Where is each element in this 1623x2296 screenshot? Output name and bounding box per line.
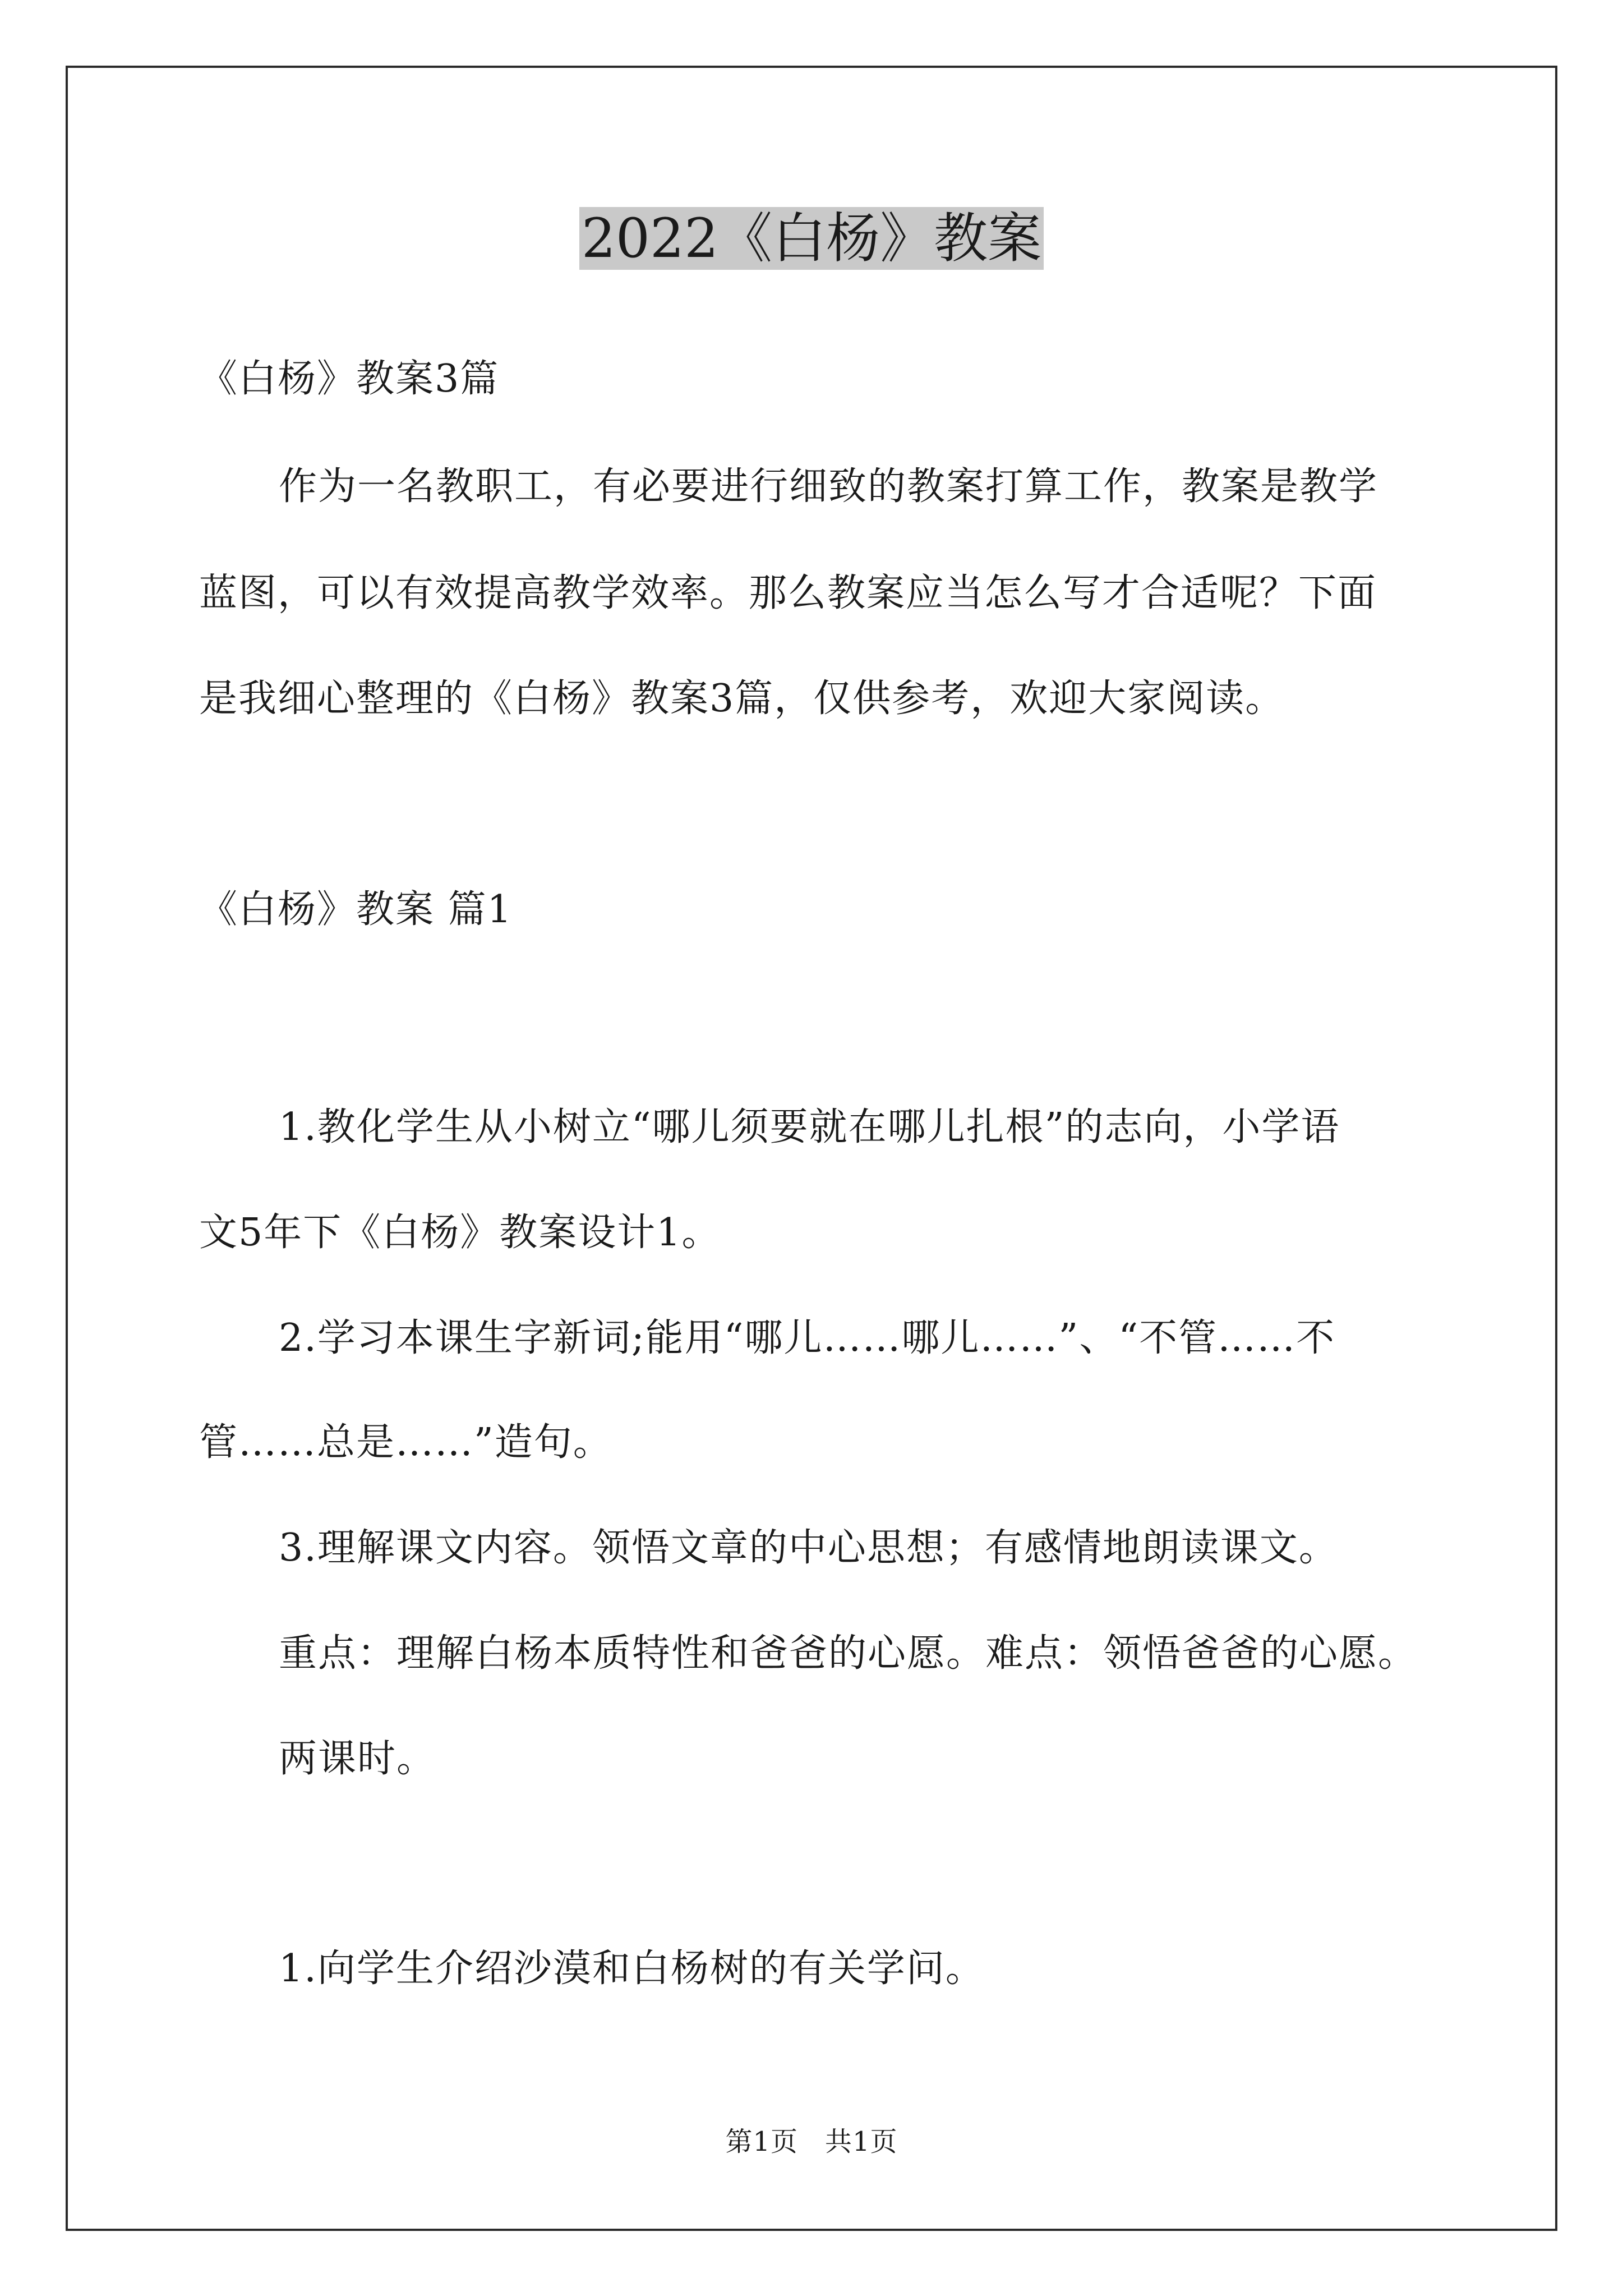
body-line-8: 1.向学生介绍沙漠和白杨树的有关学问。 <box>279 1947 985 1991</box>
intro-line-3: 是我细心整理的《白杨》教案3篇，仅供参考，欢迎大家阅读。 <box>199 677 1285 721</box>
section-heading: 《白杨》教案 篇1 <box>199 887 513 932</box>
page-total: 共1页 <box>825 2126 898 2157</box>
document-title <box>0 202 1623 275</box>
page-footer <box>0 2125 1623 2159</box>
body-line-3: 2.学习本课生字新词;能用“哪儿……哪儿……”、“不管……不 <box>279 1316 1336 1360</box>
body-line-2: 文5年下《白杨》教案设计1。 <box>199 1211 721 1255</box>
intro-line-2: 蓝图，可以有效提高教学效率。那么教案应当怎么写才合适呢？下面 <box>199 571 1377 615</box>
intro-line-1: 作为一名教职工，有必要进行细致的教案打算工作，教案是教学 <box>279 464 1378 509</box>
body-line-6: 重点：理解白杨本质特性和爸爸的心愿。难点：领悟爸爸的心愿。 <box>279 1631 1418 1676</box>
document-title-text: 2022《白杨》教案 <box>579 207 1044 270</box>
body-line-1: 1.教化学生从小树立“哪儿须要就在哪儿扎根”的志向，小学语 <box>279 1105 1340 1149</box>
page-number: 第1页 <box>725 2126 798 2157</box>
body-line-4: 管……总是……”造句。 <box>199 1420 612 1465</box>
body-line-5: 3.理解课文内容。领悟文章的中心思想；有感情地朗读课文。 <box>279 1526 1338 1570</box>
body-line-7: 两课时。 <box>279 1737 436 1781</box>
subtitle: 《白杨》教案3篇 <box>199 357 500 401</box>
